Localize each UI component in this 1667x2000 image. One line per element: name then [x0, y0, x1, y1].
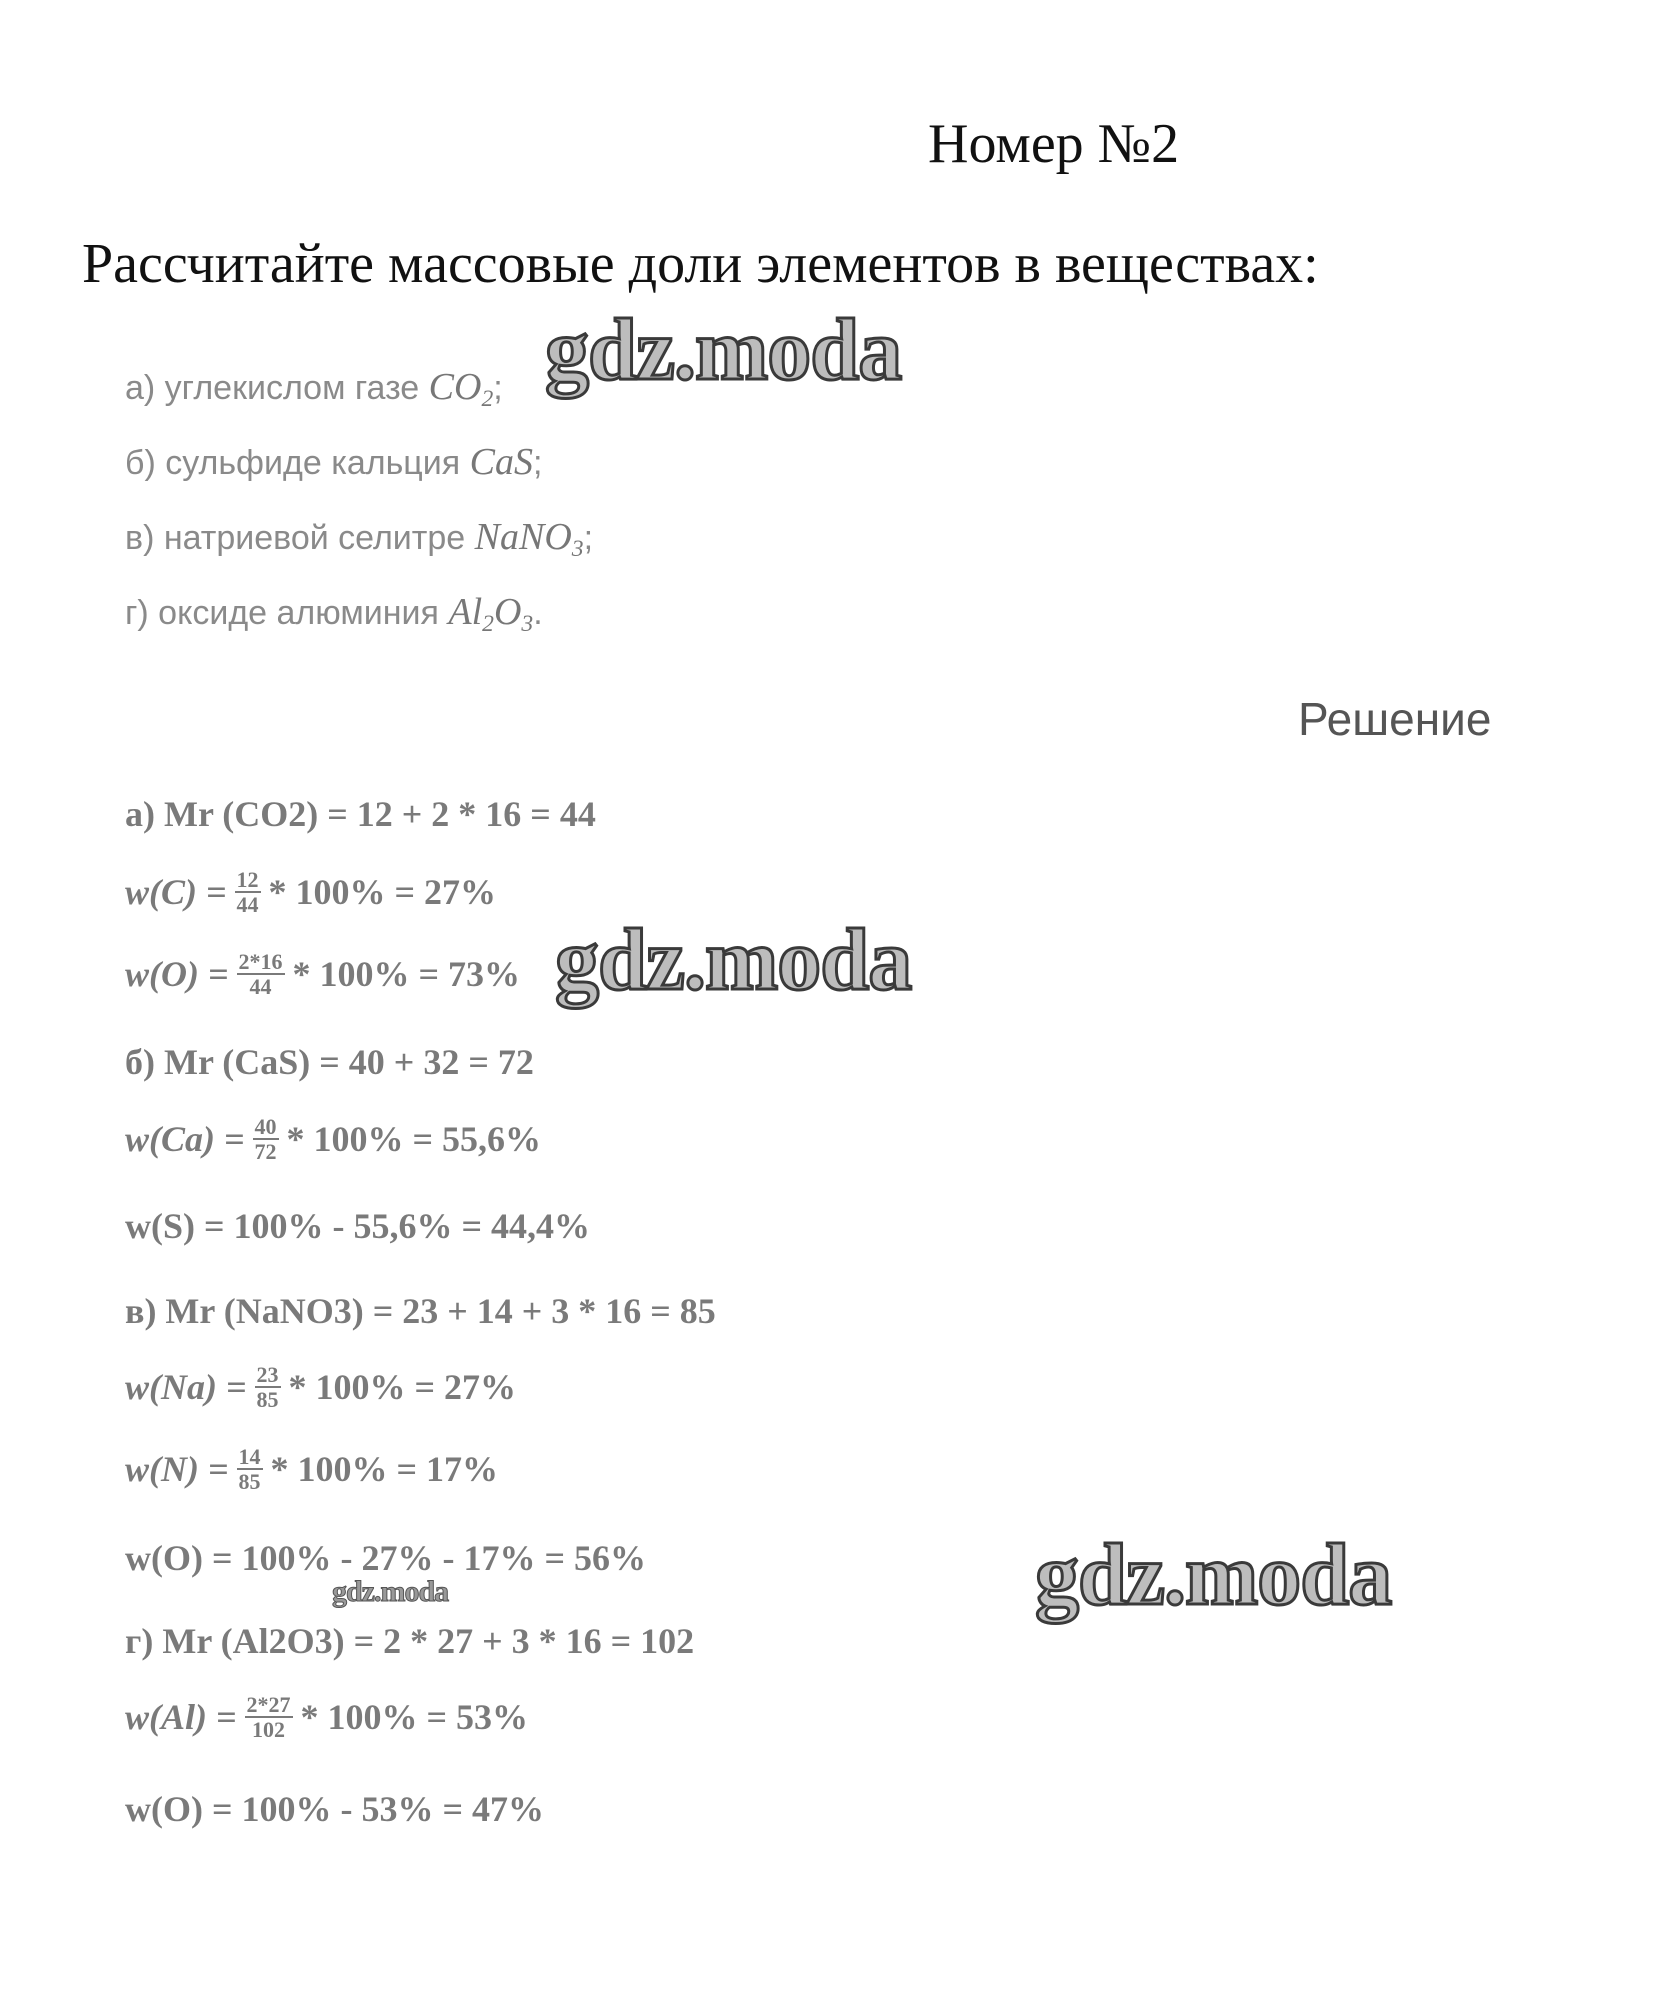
solution-c-nitrogen: w(N) = $\frac{14}{85}$ * 100% = 17%: [125, 1444, 499, 1495]
task-item-a: а) углекислом газе $CO_2$;: [125, 366, 503, 413]
solution-d-aluminium: w(Al) = $\frac{2*27}{102}$ * 100% = 53%: [125, 1692, 529, 1743]
task-prompt: Рассчитайте массовые доли элементов в веществах:: [82, 233, 1319, 295]
solution-b-molar-mass: б) Mr (CaS) = 40 + 32 = 72: [125, 1042, 534, 1082]
solution-b-sulfur: w(S) = 100% - 55,6% = 44,4%: [125, 1206, 591, 1246]
watermark: gdz.moda: [555, 912, 912, 1009]
task-item-c: в) натриевой селитре NaNO$_3$;: [125, 516, 594, 563]
task-item-b: б) сульфиде кальция CaS;: [125, 441, 543, 483]
solution-d-oxygen: w(O) = 100% - 53% = 47%: [125, 1789, 544, 1829]
task-item-d: г) оксиде алюминия $Al_2O_3$.: [125, 591, 543, 638]
solution-a-oxygen: w(O) = $\frac{2*16}{44}$ * 100% = 73%: [125, 949, 521, 1000]
watermark: gdz.moda: [545, 302, 902, 399]
solution-c-molar-mass: в) Mr (NaNO3) = 23 + 14 + 3 * 16 = 85: [125, 1291, 716, 1331]
page-title: Номер №2: [928, 113, 1180, 175]
watermark: gdz.moda: [332, 1575, 449, 1608]
solution-b-calcium: w(Ca) = $\frac{40}{72}$ * 100% = 55,6%: [125, 1114, 542, 1165]
solution-c-oxygen: w(O) = 100% - 27% - 17% = 56%: [125, 1538, 646, 1578]
solution-a-molar-mass: а) Mr (CO2) = 12 + 2 * 16 = 44: [125, 794, 596, 834]
solution-d-molar-mass: г) Mr (Al2O3) = 2 * 27 + 3 * 16 = 102: [125, 1621, 695, 1661]
watermark: gdz.moda: [1035, 1527, 1392, 1624]
solution-heading: Решение: [1298, 693, 1492, 745]
solution-c-sodium: w(Na) = $\frac{23}{85}$ * 100% = 27%: [125, 1362, 517, 1413]
solution-a-carbon: w(C) = $\frac{12}{44}$ * 100% = 27%: [125, 867, 497, 918]
